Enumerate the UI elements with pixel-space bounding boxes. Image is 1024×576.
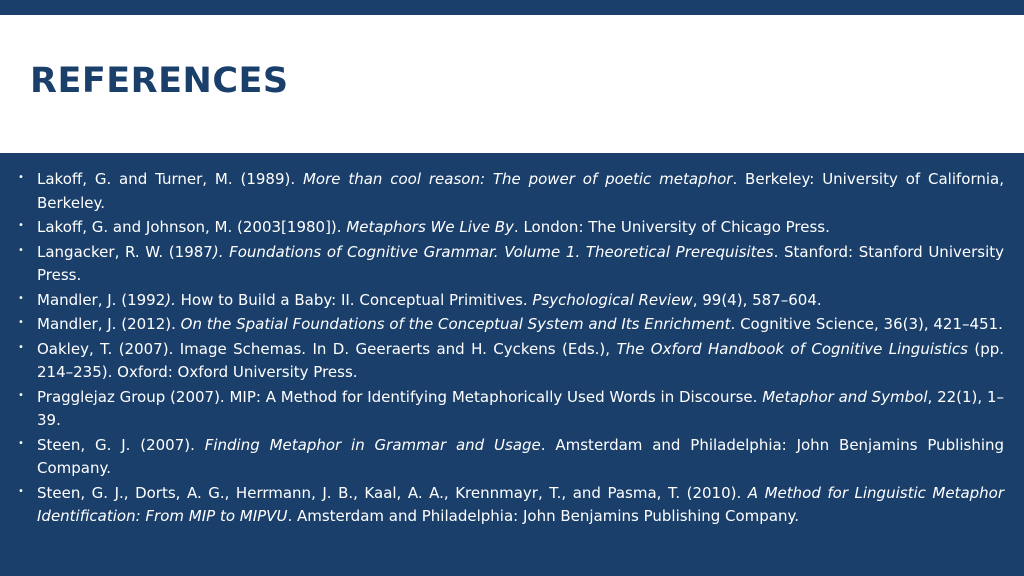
- references-list: [18, 168, 1004, 530]
- reference-item: [18, 313, 1004, 337]
- reference-title: Metaphor and Symbol: [762, 387, 928, 406]
- reference-item: [18, 386, 1004, 433]
- reference-title: Finding Metaphor in Grammar and Usage: [204, 435, 541, 454]
- reference-item: [18, 482, 1004, 529]
- reference-item: [18, 289, 1004, 313]
- reference-publisher: . Amsterdam and Philadelphia: John Benjamins Publishing Company.: [37, 435, 1005, 477]
- reference-text: Lakoff, G. and Johnson, M. (2003[1980]).: [37, 218, 347, 236]
- reference-publisher: , 99(4), 587–604.: [692, 290, 822, 309]
- reference-title: More than cool reason: The power of poetic metaphor: [302, 170, 733, 188]
- reference-text: Mandler, J. (1992: [37, 290, 166, 309]
- reference-title: Metaphors We Live By: [346, 218, 514, 236]
- reference-publisher: . Berkeley: University of California, Berkeley.: [37, 170, 1004, 212]
- reference-publisher: . Cognitive Science, 36(3), 421–451.: [730, 315, 1003, 333]
- reference-publisher: . Stanford: Stanford University Press.: [37, 242, 1004, 284]
- reference-publisher: . London: The University of Chicago Press.: [513, 218, 830, 236]
- reference-item: [18, 241, 1004, 288]
- reference-chapter: How to Build a Baby: II. Conceptual Primitives.: [175, 290, 533, 309]
- reference-title: On the Spatial Foundations of the Conceptual System and Its Enrichment: [180, 315, 731, 333]
- reference-text: Lakoff, G. and Turner, M. (1989).: [37, 170, 303, 188]
- references-panel: [0, 153, 1024, 576]
- title-area: [0, 15, 1024, 153]
- reference-text: Steen, G. J. (2007).: [37, 435, 205, 454]
- reference-publisher: , 22(1), 1–39.: [37, 387, 1004, 429]
- reference-title: ). Foundations of Cognitive Grammar. Volume 1. Theoretical Prerequisites: [212, 242, 774, 261]
- reference-text: Mandler, J. (2012).: [37, 315, 181, 333]
- reference-publisher: . Amsterdam and Philadelphia: John Benjamins Publishing Company.: [287, 507, 800, 525]
- reference-item: [18, 216, 1004, 240]
- top-accent-bar: [0, 0, 1024, 15]
- reference-text: Pragglejaz Group (2007). MIP: A Method for Identifying Metaphorically Used Words in Discourse.: [37, 387, 763, 406]
- reference-text: Langacker, R. W. (1987: [37, 242, 213, 261]
- reference-item: [18, 434, 1004, 481]
- reference-title: A Method for Linguistic Metaphor Identification: From MIP to MIPVU: [37, 483, 1005, 525]
- reference-title: The Oxford Handbook of Cognitive Linguistics: [616, 339, 968, 358]
- reference-fragment: ).: [165, 290, 176, 309]
- reference-text: Oakley, T. (2007). Image Schemas. In D. Geeraerts and H. Cyckens (Eds.),: [37, 339, 617, 358]
- reference-text: Steen, G. J., Dorts, A. G., Herrmann, J. B., Kaal, A. A., Krennmayr, T., and Pasma, T. (2010).: [37, 483, 748, 502]
- reference-item: [18, 338, 1004, 385]
- reference-journal: Psychological Review: [532, 290, 693, 309]
- page-title: REFERENCES: [30, 61, 289, 101]
- reference-item: [18, 168, 1004, 215]
- reference-publisher: (pp. 214–235). Oxford: Oxford University Press.: [37, 339, 1005, 381]
